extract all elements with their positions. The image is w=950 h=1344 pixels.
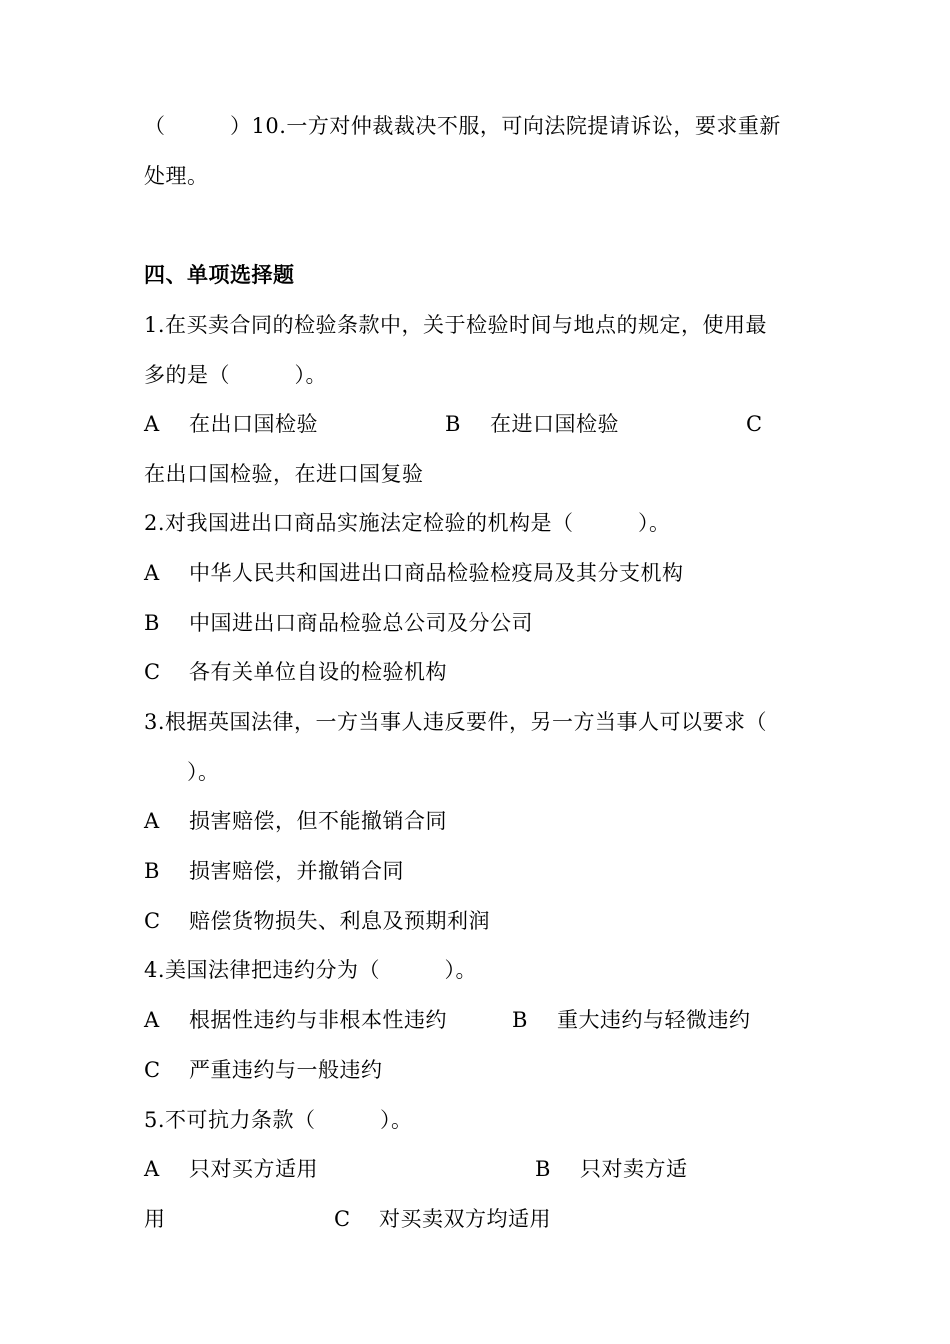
option-text: 损害赔偿，但不能撤销合同 — [189, 809, 447, 833]
option-letter: C — [334, 1207, 351, 1231]
question-2-text: 2.对我国进出口商品实施法定检验的机构是（ ）。 — [144, 511, 671, 535]
option-letter: C — [144, 909, 161, 933]
question-4-text: 4.美国法律把违约分为（ ）。 — [144, 958, 478, 982]
question-3-text: 3.根据英国法律，一方当事人违反要件，另一方当事人可以要求（ — [144, 710, 768, 734]
option-text: 重大违约与轻微违约 — [557, 1008, 751, 1032]
question-5-text: 5.不可抗力条款（ ）。 — [144, 1108, 413, 1132]
question-3-text-cont: ）。 — [144, 760, 220, 784]
question-1-text: 1.在买卖合同的检验条款中，关于检验时间与地点的规定，使用最 — [144, 313, 768, 337]
option-text: 对买卖双方均适用 — [379, 1207, 551, 1231]
option-text: 只对卖方适 — [580, 1157, 688, 1181]
option-letter: B — [144, 611, 160, 635]
option-letter: B — [144, 859, 160, 883]
option-text: 损害赔偿，并撤销合同 — [189, 859, 404, 883]
option-text: 中国进出口商品检验总公司及分公司 — [189, 611, 533, 635]
option-text: 各有关单位自设的检验机构 — [189, 660, 447, 684]
option-letter: A — [144, 809, 160, 833]
option-letter: B — [445, 412, 461, 436]
option-text: 在出口国检验 — [189, 412, 318, 436]
option-text: 中华人民共和国进出口商品检验检疫局及其分支机构 — [189, 561, 684, 585]
option-letter: C — [746, 412, 763, 436]
option-letter: A — [144, 412, 160, 436]
option-letter: A — [144, 561, 160, 585]
option-letter: B — [512, 1008, 528, 1032]
option-text: 赔偿货物损失、利息及预期利润 — [189, 909, 490, 933]
section-title: 四、单项选择题 — [144, 263, 295, 287]
option-text: 在进口国检验 — [490, 412, 619, 436]
option-text: 根据性违约与非根本性违约 — [189, 1008, 447, 1032]
option-text-cont: 用 — [144, 1207, 166, 1231]
question-10-text-cont: 处理。 — [144, 164, 209, 188]
question-1-text-cont: 多的是（ ）。 — [144, 363, 327, 387]
option-letter: C — [144, 1058, 161, 1082]
option-letter: A — [144, 1157, 160, 1181]
question-10-text: （ ）10.一方对仲裁裁决不服，可向法院提请诉讼，要求重新 — [144, 114, 781, 138]
option-text: 只对买方适用 — [189, 1157, 318, 1181]
option-text: 在出口国检验，在进口国复验 — [144, 462, 424, 486]
option-letter: A — [144, 1008, 160, 1032]
option-letter: C — [144, 660, 161, 684]
option-letter: B — [535, 1157, 551, 1181]
option-text: 严重违约与一般违约 — [189, 1058, 383, 1082]
